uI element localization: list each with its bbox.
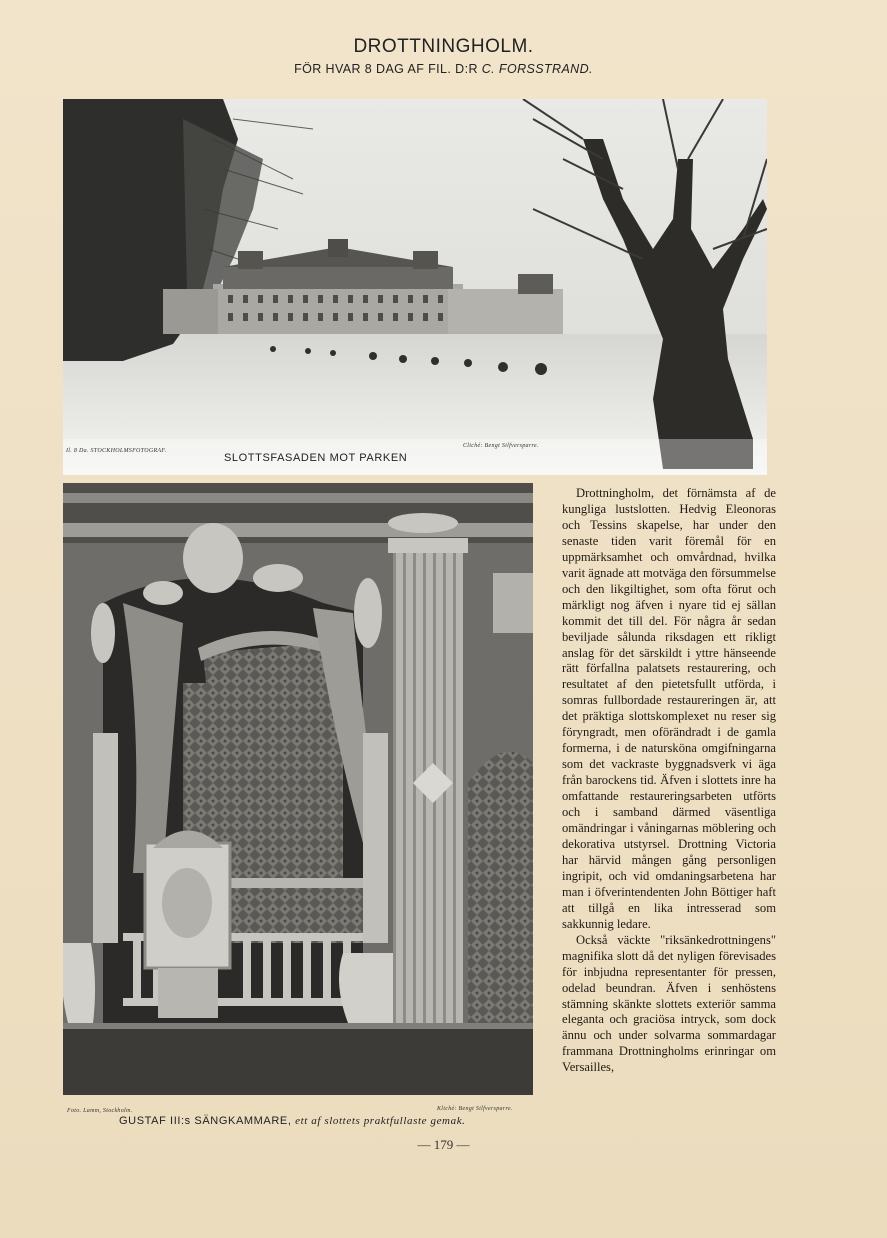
page-number: — 179 — bbox=[417, 1137, 470, 1152]
photo-caption-main: GUSTAF III:s SÄNGKAMMARE, bbox=[119, 1115, 292, 1127]
photo-credit-left: Il. 8 Da. STOCKHOLMSFOTOGRAF. bbox=[66, 448, 167, 454]
photo-caption: SLOTTSFASADEN MOT PARKEN bbox=[224, 452, 408, 464]
article-paragraph: Också väckte "riksänkedrottningens" magnifika slott då det nyligen förevisades för inbjudna representanter för pressen, odelad beundran. Äfven i senhöstens stämning skänkte slottets exteriör samma eleganta och graciösa intryck, som dock ännu och under solvarma sommardagar frammana Drottningholms erinringar om Versailles, bbox=[562, 932, 776, 1075]
byline-prefix: FÖR HVAR 8 DAG AF FIL. D:R bbox=[294, 62, 478, 76]
article-paragraph: Drottningholm, det förnämsta af de kungliga lustslotten. Hedvig Eleonoras och Tessins skapelse, har under den senaste tiden varit föremål för en uppmärksamhet och omvårdnad, hvilka varit ägnade att motväga den försummelse och den likgiltighet, som ofta förut och märkligt nog äfven i nyare tid ej sällan kommit det till del. För några år sedan beviljade sålunda riksdagen ett rikligt anslag för det särskildt i yttre hänseende rätt förfallna palatsets restaurering, och resultatet af den pietetsfullt utförda, i somras fullbordade restaureringen är, att det präktiga slottskomplexet nu reser sig föryngradt, men oförändradt i de gamla formerna, i de natursköna omgifningarna som det vackraste byggnadsverk vi äga från barockens tid. Äfven i slottets inre ha omfattande restaureringsarbeten utförts och i samband därmed väsentliga omändringar i våningarnas möblering och dekorativa utstyrsel. Drottning Victoria har härvid mången gång personligen ingripit, och vid omdaningsarbetena har man i öfverintendenten John Böttiger haft att tillgå en lika intresserad som sakkunnig ledare. bbox=[562, 486, 776, 931]
bedchamber-photo bbox=[63, 483, 533, 1095]
photo-credit-left: Foto. Lamm, Stockholm. bbox=[67, 1108, 133, 1114]
photo-caption-italic: ett af slottets praktfullaste gemak. bbox=[295, 1115, 466, 1127]
byline bbox=[0, 62, 887, 76]
photo-caption bbox=[119, 1115, 466, 1127]
cliche-credit: Cliché: Bengt Silfversparre. bbox=[463, 443, 539, 449]
page-title: DROTTNINGHOLM. bbox=[353, 36, 534, 57]
article-text bbox=[562, 486, 776, 1076]
byline-author: C. FORSSTRAND. bbox=[481, 62, 593, 76]
palace-facade-photo bbox=[63, 99, 767, 475]
cliche-credit: Kliché: Bengt Silfversparre. bbox=[437, 1106, 513, 1112]
